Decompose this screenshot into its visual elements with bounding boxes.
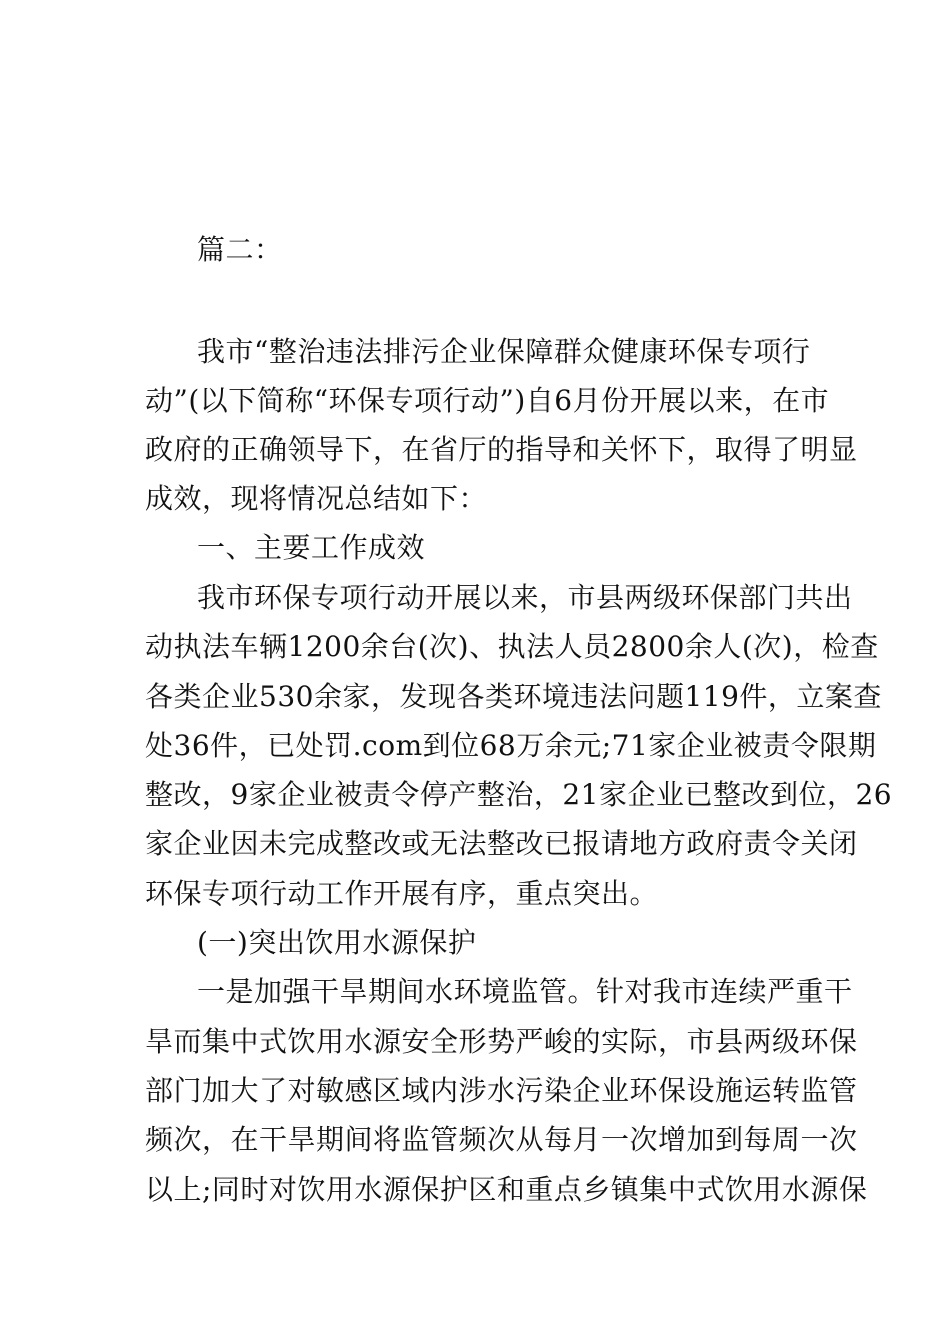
paragraph-3-line-1: 一是加强干旱期间水环境监管。针对我市连续严重干 [197,975,853,1008]
paragraph-2-line-6: 家企业因未完成整改或无法整改已报请地方政府责令关闭 [145,827,858,860]
paragraph-1-line-2: 动”(以下简称“环保专项行动”)自6月份开展以来，在市 [145,384,830,417]
paragraph-2-line-5: 整改，9家企业被责令停产整治，21家企业已整改到位，26 [145,778,893,811]
paragraph-2-line-1: 我市环保专项行动开展以来，市县两级环保部门共出 [197,581,853,614]
paragraph-2-line-3: 各类企业530余家，发现各类环境违法问题119件，立案查 [145,680,882,713]
paragraph-2-line-2: 动执法车辆1200余台(次)、执法人员2800余人(次)，检查 [145,630,879,663]
paragraph-1-line-4: 成效，现将情况总结如下： [145,482,488,515]
paragraph-2-line-7: 环保专项行动工作开展有序，重点突出。 [145,877,659,910]
heading-main-results: 一、主要工作成效 [197,531,426,564]
section-title: 篇二： [197,233,283,266]
paragraph-3-line-5: 以上;同时对饮用水源保护区和重点乡镇集中式饮用水源保 [145,1173,868,1206]
paragraph-3-line-2: 旱而集中式饮用水源安全形势严峻的实际，市县两级环保 [145,1025,858,1058]
paragraph-1-line-3: 政府的正确领导下，在省厅的指导和关怀下，取得了明显 [145,433,858,466]
paragraph-3-line-3: 部门加大了对敏感区域内涉水污染企业环保设施运转监管 [145,1074,858,1107]
paragraph-1-line-1: 我市“整治违法排污企业保障群众健康环保专项行 [197,335,811,368]
heading-drinking-water: (一)突出饮用水源保护 [197,926,477,959]
paragraph-3-line-4: 频次，在干旱期间将监管频次从每月一次增加到每周一次 [145,1123,858,1156]
paragraph-2-line-4: 处36件，已处罚.com到位68万余元;71家企业被责令限期 [145,729,877,762]
